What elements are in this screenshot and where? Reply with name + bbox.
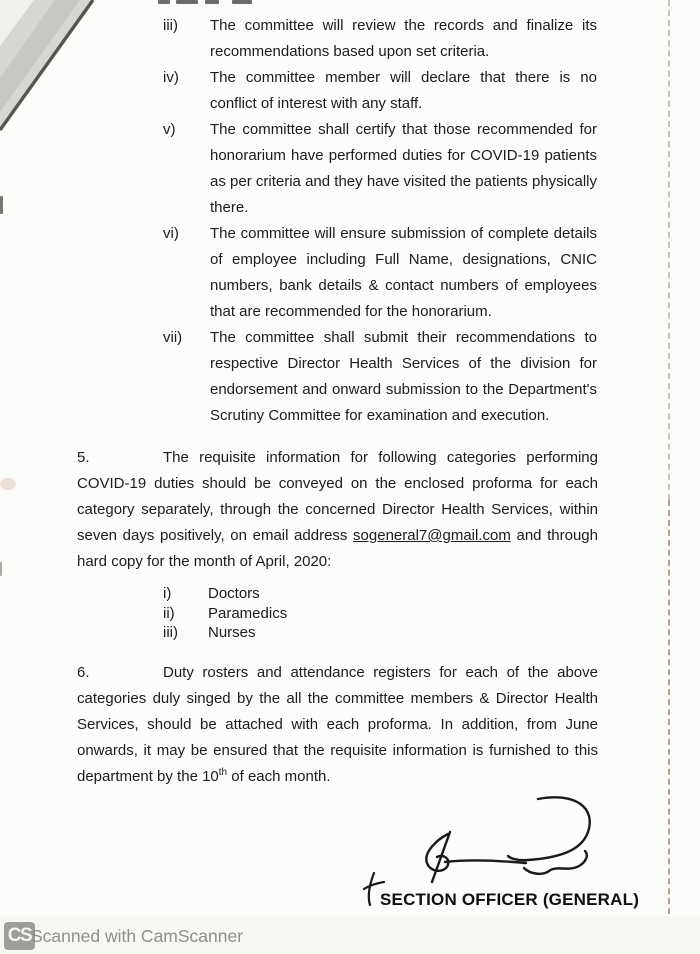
- list-item: [163, 65, 700, 117]
- category-label: Nurses: [208, 624, 256, 641]
- paragraph-text-before-email: The requisite information for following categories performing COVID-19 duties should be conveyed on the enclosed proforma for each category separately, through the concerned Director Health Services, within seven days positively, on email address: [77, 449, 598, 544]
- cutoff-text-remnant: [158, 0, 170, 4]
- list-item-text: The committee shall certify that those recommended for honorarium have performed duties for COVID-19 patients as per criteria and they have visited the patients physically there.: [210, 121, 597, 216]
- category-number: iii): [163, 624, 178, 641]
- paragraph-number: 5.: [77, 449, 90, 466]
- scan-edge-mark: [0, 562, 2, 576]
- paper-fold-dashed-line: [668, 0, 670, 500]
- list-item-number: vi): [163, 225, 179, 242]
- list-item-number: iii): [163, 17, 178, 34]
- list-item-number: vii): [163, 329, 183, 346]
- list-item: [163, 325, 700, 429]
- scan-edge-mark: [0, 196, 3, 214]
- paragraph-6: [77, 660, 598, 790]
- category-number: i): [163, 585, 172, 602]
- paper-fold-dashed-line: [668, 500, 670, 954]
- camscanner-cs-icon: CS: [4, 922, 35, 950]
- paragraph-text-before-sup: Duty rosters and attendance registers for each of the above categories duly singed by the all the committee members & Director Health Services, should be attached with each proforma. In addition, from June onwards, it may be ensured that the requisite information is furnished to this department by the 10: [77, 663, 598, 785]
- paragraph-text: [77, 445, 598, 575]
- ordinal-superscript: th: [218, 766, 228, 778]
- category-item: [163, 623, 700, 643]
- cutoff-text-remnant: [205, 0, 219, 4]
- list-item-text: The committee member will declare that there is no conflict of interest with any staff.: [210, 69, 597, 112]
- signature-title: SECTION OFFICER (GENERAL): [380, 890, 640, 909]
- list-item: [163, 117, 700, 221]
- category-number: ii): [163, 604, 175, 622]
- paragraph-text: [77, 660, 598, 790]
- camscanner-watermark-text: Scanned with CamScanner: [31, 925, 244, 946]
- scan-smudge: [0, 478, 16, 490]
- list-item: [163, 221, 700, 325]
- category-label: Doctors: [208, 585, 260, 602]
- handwritten-signature: [398, 792, 620, 892]
- email-address: sogeneral7@gmail.com: [353, 527, 511, 544]
- paragraph-text-after-email: and through hard copy for the month of April, 2020:: [77, 527, 598, 570]
- list-item-text: The committee will ensure submission of complete details of employee including Full Name, designations, CNIC numbers, bank details & contact numbers of employees that are recommended for the honorarium.: [210, 225, 597, 320]
- paper-corner-artifact: [0, 0, 130, 150]
- cutoff-text-remnant: [176, 0, 198, 4]
- list-item-text: The committee shall submit their recommendations to respective Director Health Services of the division for endorsement and onward submission to the Department's Scrutiny Committee for examination and execution.: [210, 329, 597, 424]
- category-item: [163, 584, 700, 604]
- category-list: [163, 584, 700, 643]
- paragraph-text-after-sup: of each month.: [227, 767, 331, 785]
- list-item-number: v): [163, 121, 176, 138]
- camscanner-footer: [0, 916, 700, 954]
- list-item: [163, 13, 700, 65]
- category-label: Paramedics: [208, 604, 288, 622]
- list-item-text: The committee will review the records and finalize its recommendations based upon set criteria.: [210, 17, 597, 60]
- category-item: [163, 604, 700, 624]
- paragraph-number: 6.: [77, 663, 90, 681]
- list-item-number: iv): [163, 69, 179, 86]
- paragraph-5: [77, 445, 598, 575]
- cutoff-text-remnant: [232, 0, 252, 4]
